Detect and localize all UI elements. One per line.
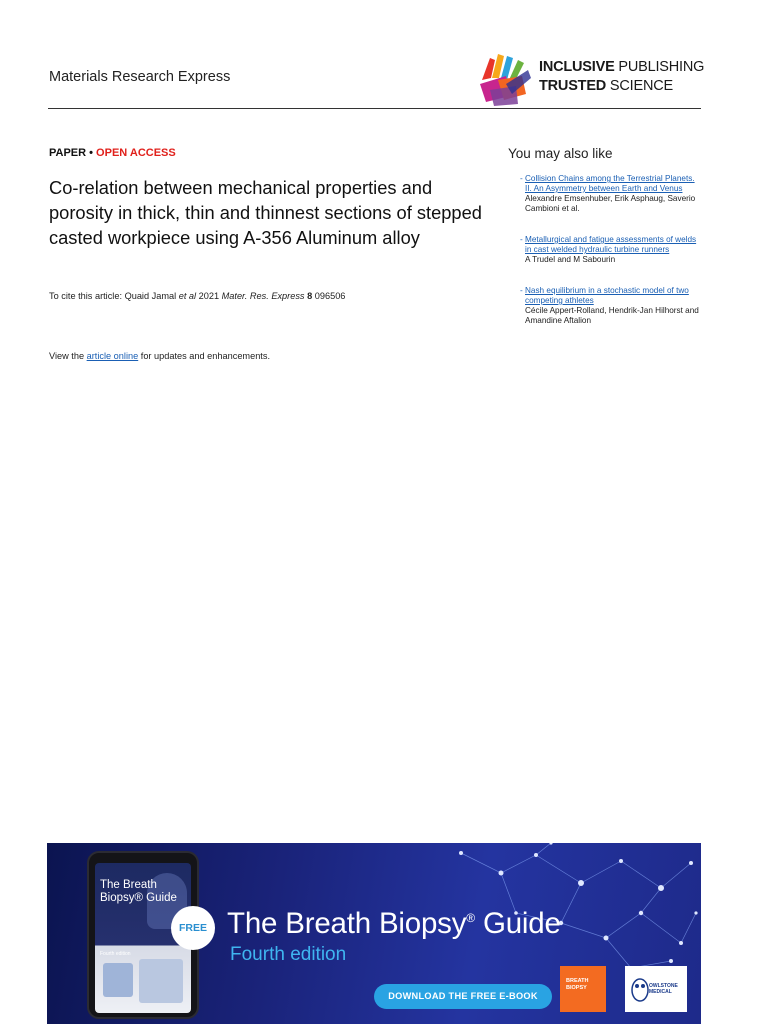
- iop-logo[interactable]: [476, 50, 705, 106]
- view-online-note: View the article online for updates and enhancements.: [49, 351, 270, 361]
- breath-biopsy-banner[interactable]: [47, 843, 701, 1024]
- logo-line-1: INCLUSIVE PUBLISHING: [539, 59, 705, 75]
- breath-biopsy-logo: BREATH BIOPSY: [560, 966, 606, 1012]
- related-item-authors: A Trudel and M Sabourin: [525, 255, 616, 264]
- related-item-authors: Cécile Appert-Rolland, Hendrik-Jan Hilhorst and Amandine Aftalion: [525, 306, 699, 325]
- related-item: - Nash equilibrium in a stochastic model of two competing athletes Cécile Appert-Rolland, Hendrik-Jan Hilhorst and Amandine Aftalion: [520, 286, 699, 325]
- ebook-cover-title: The Breath Biopsy® Guide: [100, 879, 177, 904]
- related-item: - Metallurgical and fatigue assessments of welds in cast welded hydraulic turbine runners A Trudel and M Sabourin: [525, 235, 700, 265]
- ad-subtitle: Fourth edition: [230, 944, 347, 965]
- related-item: - Collision Chains among the Terrestrial Planets. II. An Asymmetry between Earth and Venus Alexandre Emsenhuber, Erik Asphaug, Saverio Cambioni et al.: [525, 174, 700, 214]
- hands-logo-icon: [476, 50, 532, 106]
- ad-title: The Breath Biopsy® Guide: [227, 907, 561, 940]
- citation: To cite this article: Quaid Jamal et al 2021 Mater. Res. Express 8 096506: [49, 291, 346, 301]
- open-access-label: OPEN ACCESS: [96, 147, 176, 159]
- article-online-link[interactable]: article online: [86, 351, 139, 361]
- free-badge: FREE: [171, 906, 215, 950]
- header-divider: [48, 108, 701, 109]
- article-title: Co-relation between mechanical properties and porosity in thick, thin and thinnest sections of stepped casted workpiece using A-356 Aluminum alloy: [49, 177, 482, 248]
- download-ebook-button[interactable]: DOWNLOAD THE FREE E-BOOK: [374, 984, 552, 1009]
- owlstone-medical-logo: [625, 966, 687, 1012]
- paper-label: PAPER •: [49, 147, 97, 159]
- journal-name: Materials Research Express: [49, 69, 231, 85]
- owl-icon: [629, 974, 651, 1004]
- ebook-cover-edition: Fourth edition: [100, 951, 131, 957]
- related-heading: You may also like: [508, 146, 613, 161]
- article-kicker: [49, 147, 176, 159]
- related-item-link[interactable]: Collision Chains among the Terrestrial Planets. II. An Asymmetry between Earth and Venus: [525, 174, 695, 193]
- related-item-authors: Alexandre Emsenhuber, Erik Asphaug, Saverio Cambioni et al.: [525, 194, 696, 213]
- owlstone-text: OWLSTONE MEDICAL: [649, 983, 678, 995]
- logo-line-2: TRUSTED SCIENCE: [539, 78, 673, 94]
- related-item-link[interactable]: Metallurgical and fatigue assessments of welds in cast welded hydraulic turbine runners: [525, 235, 697, 254]
- related-item-link[interactable]: Nash equilibrium in a stochastic model of two competing athletes: [525, 286, 689, 305]
